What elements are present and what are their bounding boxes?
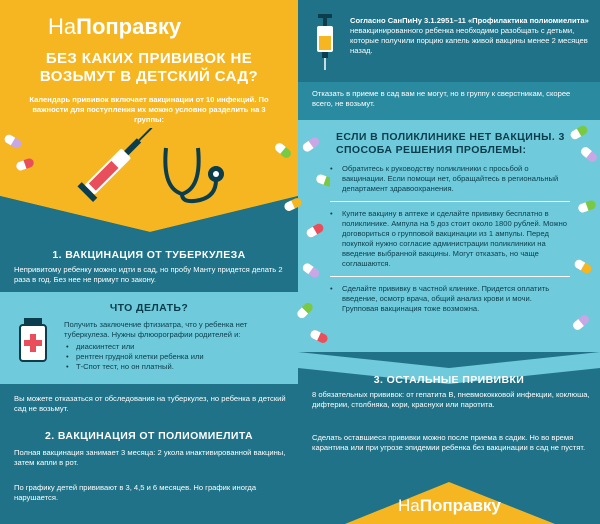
section2-text1: Полная вакцинация занимает 3 месяца: 2 укола инактивированной вакцины, затем капли в рот.: [14, 448, 286, 467]
sanpin-bold: Согласно СанПиНу 3.1.2951–11 «Профилактика полиомиелита»: [350, 16, 589, 25]
section1-text: Непривитому ребенку можно идти в сад, но пробу Манту придется делать 2 раза в год. Без нее не примут по закону.: [14, 265, 283, 284]
intro-text: Календарь прививок включает вакцинации от 10 инфекций. По важности для поступления их можно условно разделить на 3 группы:: [29, 95, 269, 124]
polio-refuse-text: Отказать в приеме в сад вам не могут, но в группу к сверстникам, скорее всего, не возьмут.: [312, 89, 571, 108]
divider: [330, 276, 570, 277]
section3-text1: 8 обязательных прививок: от гепатита В, пневмококковой инфекции, коклюша, дифтерии, столбняка, кори, краснухи или паротита.: [312, 390, 590, 409]
section1-title: 1. ВАКЦИНАЦИЯ ОТ ТУБЕРКУЛЕЗА: [52, 249, 246, 261]
page-title: БЕЗ КАКИХ ПРИВИВОК НЕ ВОЗЬМУТ В ДЕТСКИЙ САД?: [39, 50, 259, 85]
clinic-panel: [330, 162, 570, 342]
clinic-item: • Обратитесь к руководству поликлиники с просьбой о вакцинации. Если помощи нет, обращайтесь в региональный департамент здравоохранения.: [330, 164, 559, 193]
medicine-bottle-icon: [18, 318, 48, 362]
brand-logo: [48, 14, 181, 40]
divider: [330, 201, 570, 202]
what-to-do-title: ЧТО ДЕЛАТЬ?: [109, 302, 189, 314]
section3-title: 3. ОСТАЛЬНЫЕ ПРИВИВКИ: [373, 374, 525, 386]
brand-name: Поправку: [76, 14, 182, 39]
sanpin-text: [350, 16, 590, 56]
brand-name: Поправку: [419, 496, 501, 515]
syringe-icon: [312, 14, 338, 70]
section2-title: 2. ВАКЦИНАЦИЯ ОТ ПОЛИОМИЕЛИТА: [45, 430, 253, 442]
what-to-do-list: [66, 342, 284, 372]
brand-prefix: На: [48, 14, 77, 39]
brand-logo-footer: [398, 496, 501, 516]
sanpin-rest: невакцинированного ребенка необходимо разобщать с детьми, которые получили порцию капель живой вакцины менее 2 месяцев назад.: [350, 26, 588, 55]
what-to-do-text: Получить заключение фтизиатра, что у ребенка нет туберкулеза. Нужны флюорографии родителей и:: [64, 320, 248, 339]
section2-text2: По графику детей прививают в 3, 4,5 и 6 месяцев. Но график иногда нарушается.: [14, 483, 257, 502]
clinic-title: ЕСЛИ В ПОЛИКЛИНИКЕ НЕТ ВАКЦИНЫ. 3 СПОСОБА РЕШЕНИЯ ПРОБЛЕМЫ:: [336, 131, 565, 156]
list-item: • диаскинтест или: [66, 342, 284, 352]
clinic-item: • Сделайте прививку в частной клинике. Придется оплатить введение, осмотр врача, общий анализ крови и мочи. Групповая вакцинация тоже возможна.: [330, 284, 550, 313]
tuberculosis-refuse-text: Вы можете отказаться от обследования на туберкулез, но ребенка в детский сад не возьмут.: [14, 394, 286, 413]
list-item: • Т-Спот тест, но он платный.: [66, 362, 284, 372]
syringe-stethoscope-illustration: [70, 128, 230, 208]
list-item: • рентген грудной клетки ребенка или: [66, 352, 284, 362]
clinic-item: • Купите вакцину в аптеке и сделайте прививку бесплатно в поликлинике. Ампула на 5 доз стоит около 1800 рублей. Можно договориться о групповой вакцинации из 1 ампулы. Перед покупкой нужно согласие администрации поликлиники на введение выбранной вакцины. Могут отказать, но чаще соглашаются.: [330, 209, 567, 268]
brand-prefix: На: [398, 496, 420, 515]
section3-text2: Сделать оставшиеся прививки можно после приема в садик. Но во время карантина или при угрозе эпидемии ребенка без вакцинации в сад не пустят.: [312, 433, 586, 452]
